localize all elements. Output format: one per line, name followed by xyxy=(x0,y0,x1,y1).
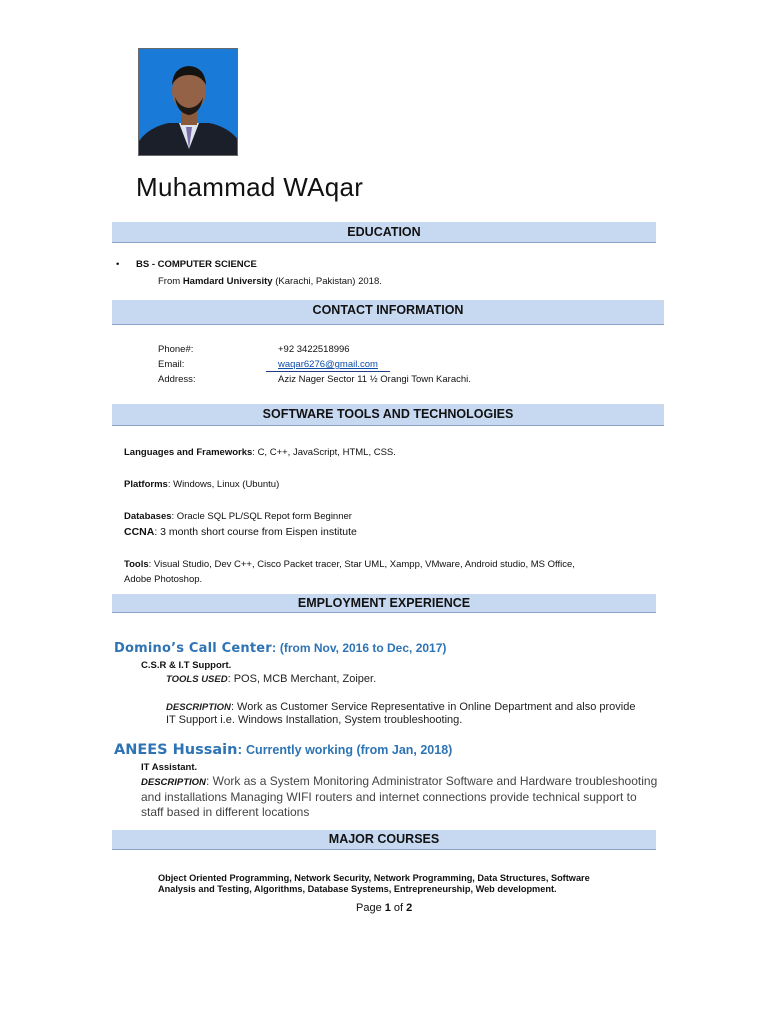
page-current: 1 xyxy=(384,902,391,914)
education-from: From xyxy=(158,276,183,287)
email-link[interactable]: waqar6276@gmail.com xyxy=(278,359,378,370)
job2-desc-label: DESCRIPTION xyxy=(141,777,206,788)
job1-tools xyxy=(166,673,376,685)
languages-label: Languages and Frameworks xyxy=(124,447,253,458)
section-header-education: EDUCATION xyxy=(112,222,656,243)
candidate-name: Muhammad WAqar xyxy=(136,172,364,202)
tools-line-1 xyxy=(124,559,575,570)
job1-period: (from Nov, 2016 to Dec, 2017) xyxy=(279,641,447,655)
platforms-line xyxy=(124,479,279,490)
ccna-label: CCNA xyxy=(124,526,155,538)
databases-value: : Oracle SQL PL/SQL Repot form Beginner xyxy=(171,511,352,522)
tools-value: : Visual Studio, Dev C++, Cisco Packet tracer, Star UML, Xampp, VMware, Android studio, MS Office, xyxy=(148,559,575,570)
databases-line xyxy=(124,511,352,522)
phone-label: Phone#: xyxy=(158,344,194,355)
databases-label: Databases xyxy=(124,511,172,522)
education-location-year: (Karachi, Pakistan) 2018. xyxy=(272,276,382,287)
job2-desc-line-1 xyxy=(141,774,657,791)
job2-role: IT Assistant. xyxy=(141,762,198,773)
job2-header xyxy=(114,741,452,758)
page-total: 2 xyxy=(406,902,413,914)
email-label: Email: xyxy=(158,359,185,370)
job2-desc-value: : Work as a System Monitoring Administrator Software and Hardware troubleshooting xyxy=(205,774,658,788)
section-header-courses: MAJOR COURSES xyxy=(112,830,656,850)
tools-line-2: Adobe Photoshop. xyxy=(124,574,203,585)
education-degree: BS - COMPUTER SCIENCE xyxy=(136,259,257,270)
job1-desc-label: DESCRIPTION xyxy=(166,702,231,713)
email-underline xyxy=(266,371,390,372)
job2-company: ANEES Hussain xyxy=(114,742,238,758)
job1-tools-value: : POS, MCB Merchant, Zoiper. xyxy=(227,673,377,685)
section-header-contact: CONTACT INFORMATION xyxy=(112,300,664,325)
job1-desc-line-2: IT Support i.e. Windows Installation, System troubleshooting. xyxy=(166,714,463,726)
ccna-value: : 3 month short course from Eispen institute xyxy=(154,526,357,538)
courses-line-1: Object Oriented Programming, Network Security, Network Programming, Data Structures, Software xyxy=(158,873,590,883)
section-header-employment: EMPLOYMENT EXPERIENCE xyxy=(112,594,656,613)
profile-photo xyxy=(138,48,238,156)
platforms-label: Platforms xyxy=(124,479,168,490)
job1-tools-label: TOOLS USED xyxy=(166,674,228,685)
education-bullet: • xyxy=(116,259,120,270)
job1-desc-line-1 xyxy=(166,701,635,713)
page-of: of xyxy=(390,902,407,914)
profile-photo-image xyxy=(139,49,238,156)
page-number xyxy=(356,902,412,914)
job2-period: Currently working (from Jan, 2018) xyxy=(246,743,453,757)
ccna-line xyxy=(124,526,357,538)
job2-colon: : xyxy=(237,741,247,757)
tools-label: Tools xyxy=(124,559,149,570)
phone-value: +92 3422518996 xyxy=(278,344,350,355)
languages-value: : C, C++, JavaScript, HTML, CSS. xyxy=(252,447,396,458)
job1-colon: : xyxy=(271,640,280,655)
education-university: Hamdard University xyxy=(182,276,273,287)
languages-line xyxy=(124,447,396,458)
platforms-value: : Windows, Linux (Ubuntu) xyxy=(167,479,280,490)
job1-role: C.S.R & I.T Support. xyxy=(141,660,232,671)
job1-company: Domino’s Call Center xyxy=(114,641,272,656)
address-label: Address: xyxy=(158,374,196,385)
job2-desc-line-2: and installations Managing WIFI routers and internet connections provide technical support to xyxy=(141,790,637,804)
education-detail xyxy=(158,276,382,287)
job2-desc-line-3: staff based in different locations xyxy=(141,805,310,819)
section-header-tools: SOFTWARE TOOLS AND TECHNOLOGIES xyxy=(112,404,664,426)
address-value: Aziz Nager Sector 11 ½ Orangi Town Karachi. xyxy=(278,374,471,385)
courses-line-2: Analysis and Testing, Algorithms, Database Systems, Entrepreneurship, Web development. xyxy=(158,884,557,894)
job1-desc-value: : Work as Customer Service Representative in Online Department and also provide xyxy=(230,701,636,713)
page-word: Page xyxy=(356,902,385,914)
job1-header xyxy=(114,640,446,656)
